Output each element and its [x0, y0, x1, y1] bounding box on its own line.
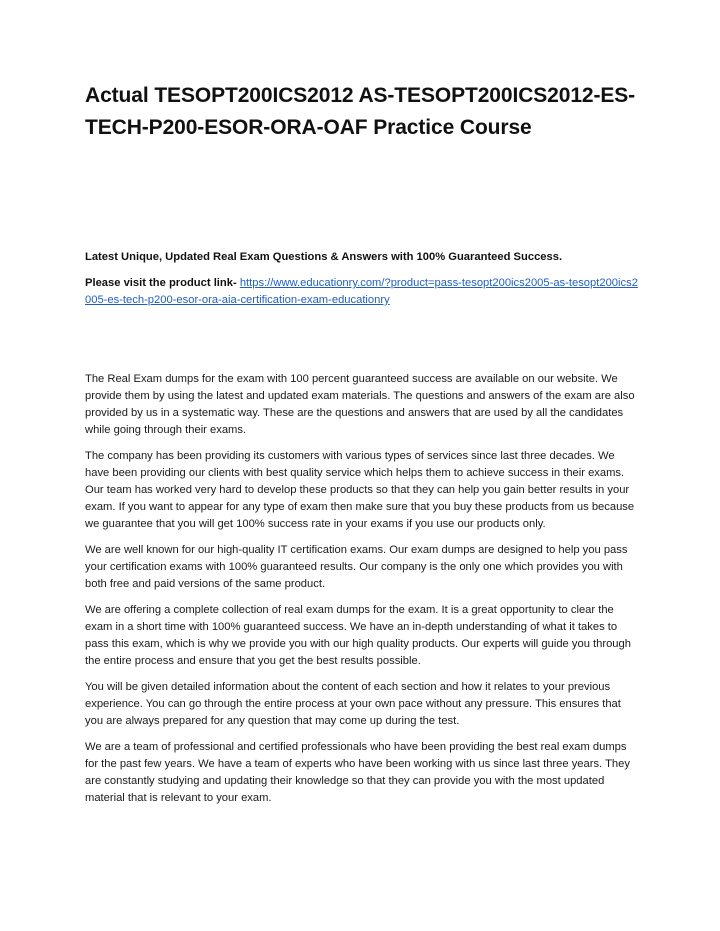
document-subheading: Latest Unique, Updated Real Exam Questions & Answers with 100% Guaranteed Success. [85, 251, 563, 263]
product-link-line [85, 275, 640, 309]
product-link[interactable]: https://www.educationry.com/?product=pass-tesopt200ics2005-as-tesopt200ics2005-es-tech-p200-esor-ora-aia-certification-exam-educationry [85, 277, 638, 306]
paragraph: We are offering a complete collection of real exam dumps for the exam. It is a great opportunity to clear the exam in a short time with 100% guaranteed success. We have an in-depth understanding of what it takes to pass this exam, which is why we provide you with our high quality products. Our experts will guide you through the entire process and ensure that you get the best results possible. [85, 604, 631, 667]
body-text [85, 371, 640, 807]
paragraph: We are well known for our high-quality IT certification exams. Our exam dumps are designed to help you pass your certification exams with 100% guaranteed results. Our company is the only one which provides you with both free and paid versions of the same product. [85, 544, 628, 590]
paragraph: The Real Exam dumps for the exam with 100 percent guaranteed success are available on our website. We provide them by using the latest and updated exam materials. The questions and answers of the exam are also provided by us in a systematic way. These are the questions and answers that are used by all the candidates while going through their exams. [85, 373, 635, 436]
document-page [85, 0, 640, 816]
paragraph: You will be given detailed information about the content of each section and how it relates to your previous experience. You can go through the entire process at your own pace without any pressure. This ensures that you are always prepared for any question that may come up during the test. [85, 681, 621, 727]
product-link-lead: Please visit the product link- [85, 277, 237, 289]
paragraph: We are a team of professional and certified professionals who have been providing the best real exam dumps for the past few years. We have a team of experts who have been working with us since last three years. They are constantly studying and updating their knowledge so that they can provide you with the most updated material that is relevant to your exam. [85, 741, 630, 804]
paragraph: The company has been providing its customers with various types of services since last three decades. We have been providing our clients with best quality service which helps them to achieve success in their exams. Our team has worked very hard to develop these products so that they can help you gain better results in your exam. If you want to appear for any type of exam then make sure that you buy these products from us because we guarantee that you will get 100% success rate in your exams if you use our products only. [85, 450, 635, 530]
document-title: Actual TESOPT200ICS2012 AS-TESOPT200ICS2012-ES-TECH-P200-ESOR-ORA-OAF Practice Course [85, 84, 636, 139]
